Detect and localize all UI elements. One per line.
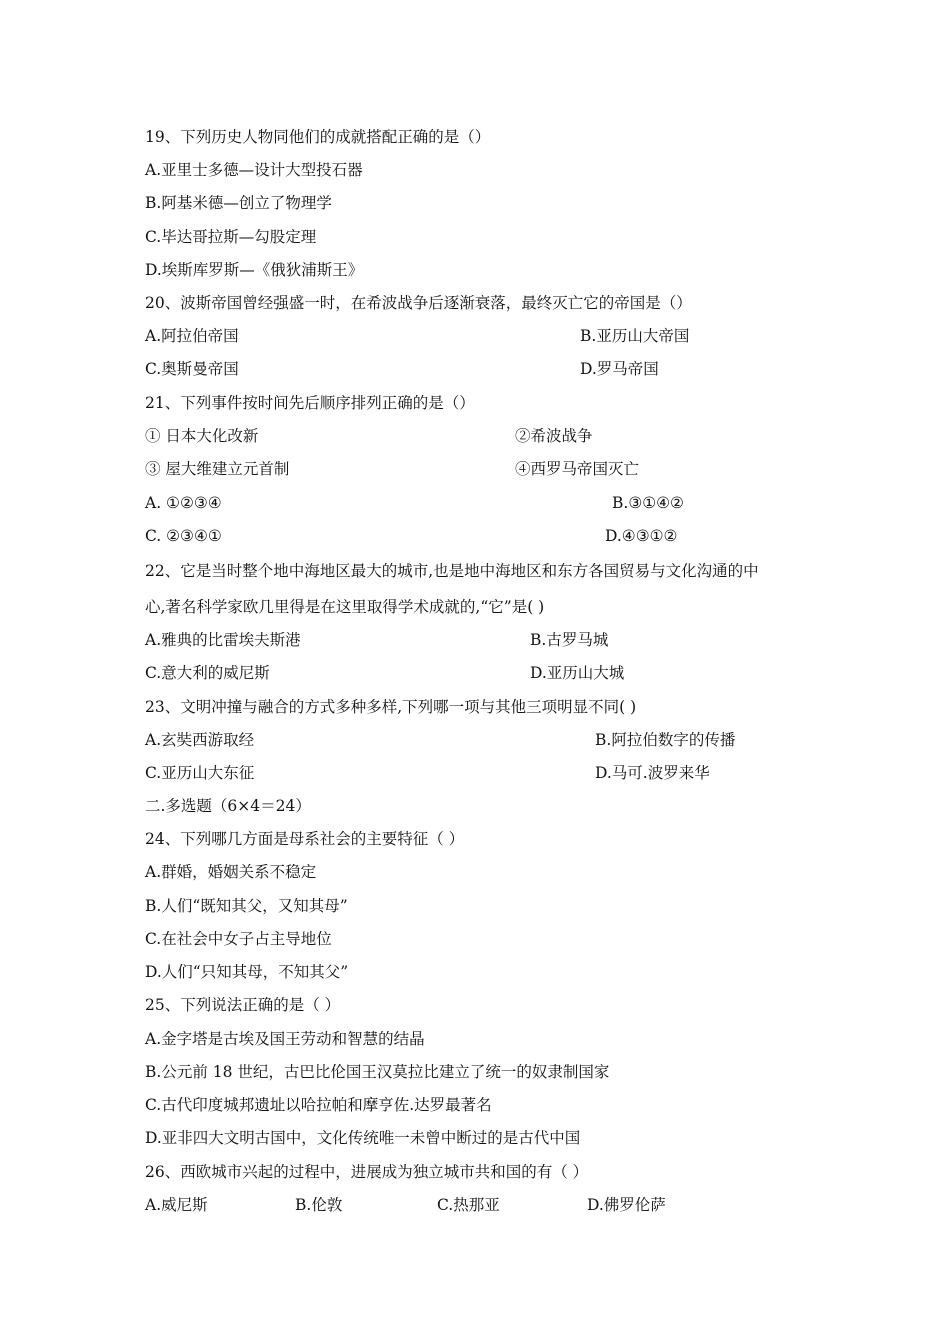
q25-option-a: A.金字塔是古埃及国王劳动和智慧的结晶 xyxy=(145,1030,425,1048)
q21-option-a: A. ①②③④ xyxy=(145,494,222,512)
q19-option-b: B.阿基米德—创立了物理学 xyxy=(145,194,332,212)
q26-option-a: A.威尼斯 xyxy=(145,1196,208,1214)
q26-option-c: C.热那亚 xyxy=(437,1196,500,1214)
q20-option-d: D.罗马帝国 xyxy=(580,360,659,378)
q24-option-b: B.人们“既知其父，又知其母” xyxy=(145,897,348,915)
q21-event-4: ④西罗马帝国灭亡 xyxy=(515,460,640,478)
q23-option-b: B.阿拉伯数字的传播 xyxy=(595,731,736,749)
q21-event-1: ① 日本大化改新 xyxy=(145,427,259,445)
q20-option-b: B.亚历山大帝国 xyxy=(580,327,690,345)
q19-option-a: A.亚里士多德—设计大型投石器 xyxy=(145,161,363,179)
q24-option-c: C.在社会中女子占主导地位 xyxy=(145,930,332,948)
q23-option-a: A.玄奘西游取经 xyxy=(145,731,255,749)
q22-option-c: C.意大利的威尼斯 xyxy=(145,664,270,682)
q21-event-3: ③ 屋大维建立元首制 xyxy=(145,460,290,478)
q21-event-2: ②希波战争 xyxy=(515,427,593,445)
q22-option-b: B.古罗马城 xyxy=(530,631,609,649)
q21-option-b: B.③①④② xyxy=(612,494,684,512)
q24-option-d: D.人们“只知其母，不知其父” xyxy=(145,963,349,981)
q20-stem: 20、波斯帝国曾经强盛一时，在希波战争后逐渐衰落，最终灭亡它的帝国是（） xyxy=(145,294,692,312)
section-multiple-choice-heading: 二.多选题（6×4＝24） xyxy=(145,797,311,815)
q23-option-c: C.亚历山大东征 xyxy=(145,764,255,782)
q21-option-d: D.④③①② xyxy=(605,527,678,545)
q22-stem-line1: 22、它是当时整个地中海地区最大的城市,也是地中海地区和东方各国贸易与文化沟通的中 xyxy=(145,562,759,580)
q20-option-a: A.阿拉伯帝国 xyxy=(145,327,239,345)
q25-option-c: C.古代印度城邦遗址以哈拉帕和摩亨佐.达罗最著名 xyxy=(145,1096,492,1114)
q26-stem: 26、西欧城市兴起的过程中，进展成为独立城市共和国的有（ ） xyxy=(145,1163,589,1181)
q26-option-b: B.伦敦 xyxy=(295,1196,343,1214)
q25-stem: 25、下列说法正确的是（ ） xyxy=(145,996,341,1014)
q22-option-d: D.亚历山大城 xyxy=(530,664,625,682)
q26-option-d: D.佛罗伦萨 xyxy=(587,1196,666,1214)
q23-option-d: D.马可.波罗来华 xyxy=(595,764,710,782)
q25-option-d: D.亚非四大文明古国中，文化传统唯一未曾中断过的是古代中国 xyxy=(145,1129,581,1147)
q24-option-a: A.群婚，婚姻关系不稳定 xyxy=(145,863,317,881)
q24-stem: 24、下列哪几方面是母系社会的主要特征（ ） xyxy=(145,830,465,848)
q19-option-d: D.埃斯库罗斯—《俄狄浦斯王》 xyxy=(145,261,364,279)
q23-stem: 23、文明冲撞与融合的方式多种多样,下列哪一项与其他三项明显不同( ) xyxy=(145,698,637,716)
q25-option-b: B.公元前 18 世纪，古巴比伦国王汉莫拉比建立了统一的奴隶制国家 xyxy=(145,1063,610,1081)
q22-stem-line2: 心,著名科学家欧几里得是在这里取得学术成就的,“它”是( ) xyxy=(145,598,545,616)
q21-option-c: C. ②③④① xyxy=(145,527,222,545)
q21-stem: 21、下列事件按时间先后顺序排列正确的是（） xyxy=(145,394,475,412)
q19-stem: 19、下列历史人物同他们的成就搭配正确的是（） xyxy=(145,128,491,146)
q19-option-c: C.毕达哥拉斯—勾股定理 xyxy=(145,228,317,246)
q22-option-a: A.雅典的比雷埃夫斯港 xyxy=(145,631,301,649)
q20-option-c: C.奥斯曼帝国 xyxy=(145,360,239,378)
